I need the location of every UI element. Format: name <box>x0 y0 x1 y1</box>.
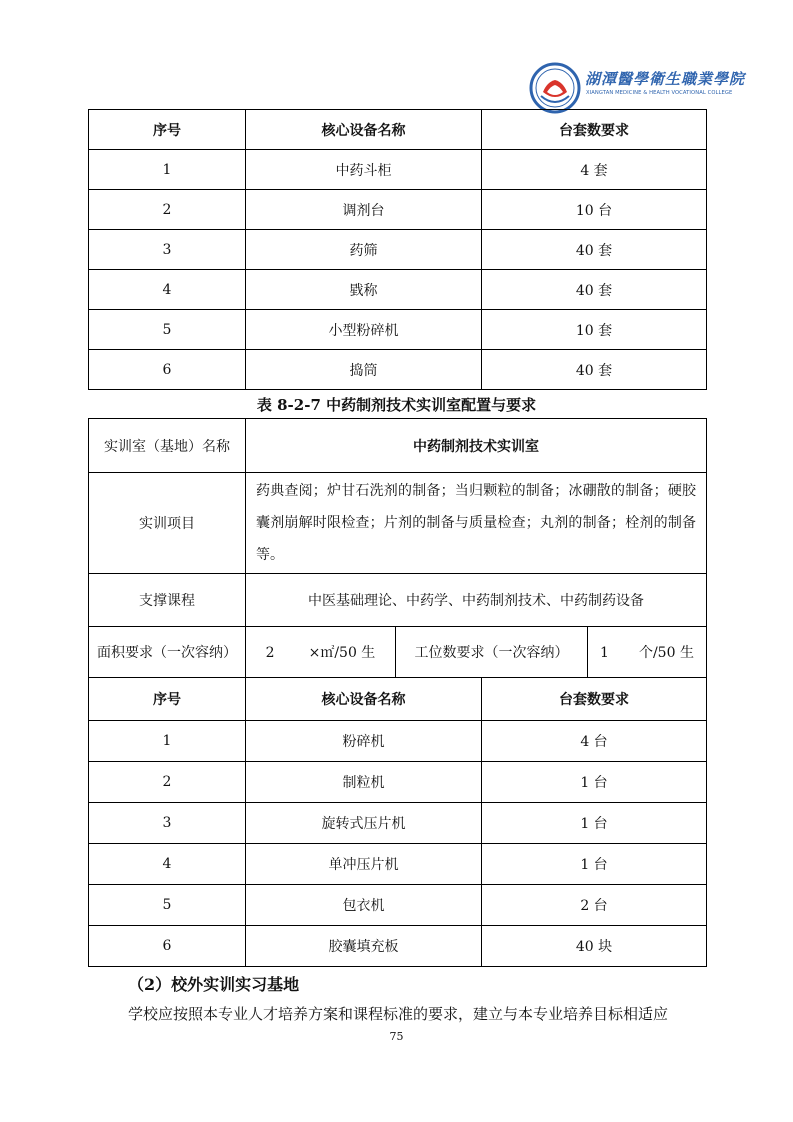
cell-equipment: 粉碎机 <box>246 721 482 762</box>
cell-quantity: 1 台 <box>482 803 707 844</box>
cell-quantity: 4 台 <box>482 721 707 762</box>
lab-name-label: 实训室（基地）名称 <box>89 419 246 473</box>
header-cell-quantity: 台套数要求 <box>482 678 707 721</box>
header-cell-equipment: 核心设备名称 <box>246 678 482 721</box>
table-header-row <box>89 678 707 721</box>
lab-name-value: 中药制剂技术实训室 <box>246 419 707 473</box>
table-row <box>89 762 707 803</box>
cell-quantity: 2 台 <box>482 885 707 926</box>
cell-equipment: 小型粉碎机 <box>246 310 482 350</box>
equipment-table-1 <box>88 109 707 390</box>
cell-index: 3 <box>89 803 246 844</box>
cell-equipment: 药筛 <box>246 230 482 270</box>
cell-index: 2 <box>89 762 246 803</box>
area-label: 面积要求（一次容纳） <box>89 627 246 678</box>
station-value <box>588 627 707 678</box>
area-number: 2 <box>265 645 275 661</box>
cell-index: 1 <box>89 150 246 190</box>
table-header-row <box>89 110 707 150</box>
college-logo <box>529 62 746 114</box>
course-text: 中医基础理论、中药学、中药制剂技术、中药制药设备 <box>246 574 707 627</box>
header-cell-index: 序号 <box>89 678 246 721</box>
cell-index: 4 <box>89 270 246 310</box>
cell-index: 1 <box>89 721 246 762</box>
cell-index: 5 <box>89 885 246 926</box>
lab-configuration-table <box>88 418 707 678</box>
area-value <box>246 627 396 678</box>
table-row <box>89 190 707 230</box>
header-cell-quantity: 台套数要求 <box>482 110 707 150</box>
course-label: 支撑课程 <box>89 574 246 627</box>
cell-quantity: 10 台 <box>482 190 707 230</box>
cell-quantity: 10 套 <box>482 310 707 350</box>
cell-index: 6 <box>89 350 246 390</box>
cell-equipment: 制粒机 <box>246 762 482 803</box>
cell-equipment: 单冲压片机 <box>246 844 482 885</box>
cell-index: 4 <box>89 844 246 885</box>
table-row <box>89 310 707 350</box>
header-cell-equipment: 核心设备名称 <box>246 110 482 150</box>
cell-quantity: 1 台 <box>482 844 707 885</box>
logo-chinese-name: 湖潭醫學衛生職業學院 <box>585 70 746 88</box>
table-row <box>89 885 707 926</box>
cell-quantity: 40 套 <box>482 230 707 270</box>
table-caption: 表 8-2-7 中药制剂技术实训室配置与要求 <box>256 396 537 414</box>
course-row <box>89 574 707 627</box>
logo-english-name: XIANGTAN MEDICINE & HEALTH VOCATIONAL COLLEGE <box>586 90 733 96</box>
cell-equipment: 调剂台 <box>246 190 482 230</box>
cell-quantity: 1 台 <box>482 762 707 803</box>
capacity-row <box>89 627 707 678</box>
lab-name-row <box>89 419 707 473</box>
table-row <box>89 844 707 885</box>
cell-equipment: 胶囊填充板 <box>246 926 482 967</box>
table-row <box>89 350 707 390</box>
area-unit: ×㎡/50 生 <box>308 645 376 661</box>
cell-equipment: 旋转式压片机 <box>246 803 482 844</box>
header-cell-index: 序号 <box>89 110 246 150</box>
project-text: 药典查阅；炉甘石洗剂的制备；当归颗粒的制备；冰硼散的制备；硬胶囊剂崩解时限检查；片剂的制备与质量检查；丸剂的制备；栓剂的制备等。 <box>246 473 707 574</box>
page-number: 75 <box>389 1030 404 1043</box>
cell-index: 2 <box>89 190 246 230</box>
cell-quantity: 40 块 <box>482 926 707 967</box>
cell-equipment: 戥称 <box>246 270 482 310</box>
equipment-table-2 <box>88 677 707 967</box>
section-heading: （2）校外实训实习基地 <box>128 975 300 994</box>
cell-equipment: 包衣机 <box>246 885 482 926</box>
table-row <box>89 926 707 967</box>
project-label: 实训项目 <box>89 473 246 574</box>
table-row <box>89 270 707 310</box>
cell-quantity: 4 套 <box>482 150 707 190</box>
cell-index: 5 <box>89 310 246 350</box>
table-row <box>89 803 707 844</box>
cell-quantity: 40 套 <box>482 350 707 390</box>
cell-index: 3 <box>89 230 246 270</box>
project-row <box>89 473 707 574</box>
section-body-text: 学校应按照本专业人才培养方案和课程标准的要求，建立与本专业培养目标相适应 <box>128 1005 669 1023</box>
table-row <box>89 230 707 270</box>
cell-equipment: 捣筒 <box>246 350 482 390</box>
cell-index: 6 <box>89 926 246 967</box>
cell-quantity: 40 套 <box>482 270 707 310</box>
station-unit: 个/50 生 <box>638 645 694 661</box>
college-emblem-icon <box>529 62 581 114</box>
station-number: 1 <box>600 645 609 661</box>
station-label: 工位数要求（一次容纳） <box>396 627 588 678</box>
table-row <box>89 150 707 190</box>
table-row <box>89 721 707 762</box>
cell-equipment: 中药斗柜 <box>246 150 482 190</box>
